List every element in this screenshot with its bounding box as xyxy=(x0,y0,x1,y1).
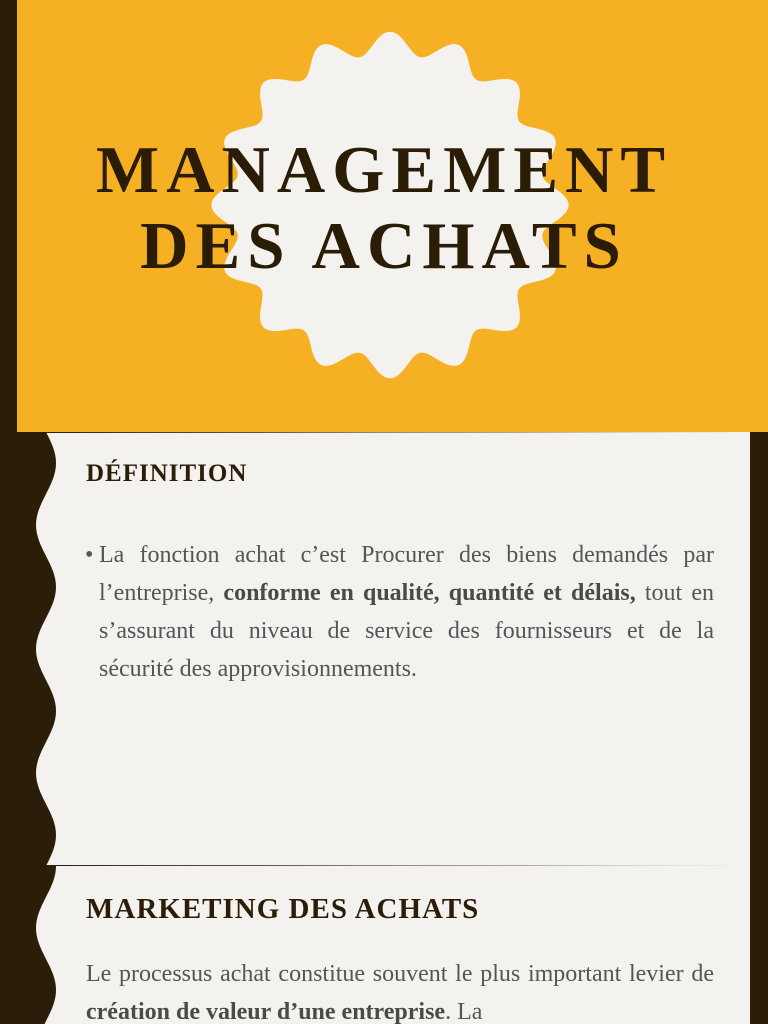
marketing-paragraph xyxy=(86,955,714,1024)
paragraph-bold-text: conforme en qualité, quantité et délais, xyxy=(223,580,636,606)
paragraph-text: . La xyxy=(445,999,483,1024)
section-heading: MARKETING DES ACHATS xyxy=(86,893,480,925)
bullet-marker: • xyxy=(85,542,94,568)
title-line-1: MANAGEMENT xyxy=(95,133,673,207)
paragraph-text: La fonction achat c’est Procurer des biens demandés par l’entreprise, xyxy=(99,542,714,606)
definition-slide xyxy=(0,432,768,865)
definition-paragraph xyxy=(99,536,714,688)
slide-title xyxy=(0,132,768,284)
title-slide xyxy=(0,0,768,432)
section-heading: DÉFINITION xyxy=(86,460,248,487)
marketing-slide xyxy=(0,865,768,1024)
paragraph-text: Le processus achat constitue souvent le plus important levier de xyxy=(86,961,714,987)
title-line-2: DES ACHATS xyxy=(140,209,628,283)
paragraph-text: tout en s’assurant du niveau de service des fournisseurs et de la sécurité des approvisionnements. xyxy=(99,580,714,682)
paragraph-bold-text: création de valeur d’une entreprise xyxy=(86,999,446,1024)
